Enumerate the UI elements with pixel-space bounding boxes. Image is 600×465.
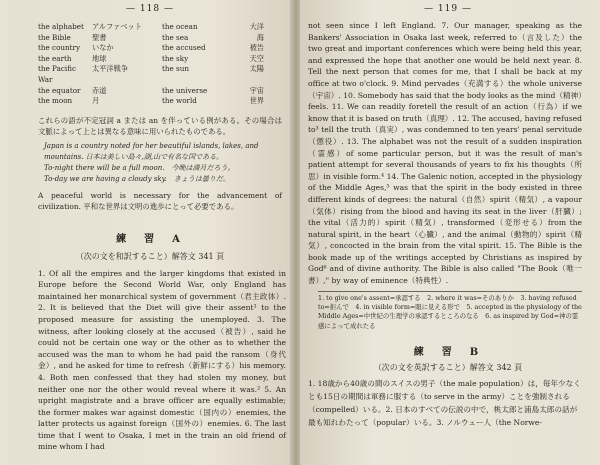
vocab-japanese: 地球	[92, 53, 107, 63]
vocab-english: the alphabet	[38, 22, 84, 31]
vocab-english: the ocean	[162, 22, 198, 31]
vocab-row	[38, 96, 292, 107]
vocab-japanese: 聖書	[92, 32, 107, 42]
exercise-a-continued-text: not seen since I left England. 7. Our manager, speaking as the Bankers' Association in Osaka last week, referred to（言及した）the two great and important conferences which were being held this year, and expressed the hope that another one would be held next year. 8. Tell the next person that comes for me, that I shall be back at my office at two o'clock. 9. Mind pervades（充満する）the whole universe（宇宙）. 10. Somebody has said that the body looks as the mind（精神）feels. 11. We can readily foretell the result of an action（行為）if we know that it is based on truth（真理）. 12. The accused, having refused to³ tell the truth（真実）, was condemned to ten years' penal servitude（懲役）. 13. The alphabet was not the result of a sudden inspiration（霊感）of some particular person, but it was the result of man's patient attempt for several thousands of years to fix his thoughts（所思）in visible form.⁴ 14. The Galenic notion, accepted in the physiology of the Middle Ages,⁵ was that the spirit in the body existed in three different kinds of degrees: the natural（自然）spirit（精気）, a vapour（気体）rising from the blood and having its seat in the liver（肝臓）; the vital（活力的）spirit（精気）, transformed（変形せる）from the natural spirit, in the heart（心臓）, and the animal（動物的）spirit（精気）, concocted in the brain from the vital spirit. 15. The Bible is the book made up of the writings accepted by Christians as inspired by God⁶ and of divine authority. The Bible is also called "The Book（唯一書）," by way of eminence（特典性）.	[308, 21, 582, 286]
vocabulary-list	[38, 22, 292, 107]
vocab-row	[38, 64, 292, 85]
vocab-japanese: いなか	[92, 43, 114, 53]
vocab-english: the sky	[162, 53, 189, 63]
exercise-b-title: 練 習 B	[413, 347, 483, 359]
exercise-b-instructions: （次の文を英訳すること）解答文 342 頁	[373, 363, 523, 373]
example-sentence: Japan is a country noted for her beautiful islands, lakes, and mountains. 日本は美しい島々,湖,山で有名な国である。	[44, 141, 259, 161]
exercise-b-text: 1. 18歳から40歳の間のスイスの男子（the male population）は，毎年少なくとも15日の期間は軍務に服する（to serve in the army）ことを強制される（compelled）いる。2. 日本のすべての伝説の中で，桃太郎と浦島太郎の話が最も知れわたって（popular）いる。3. ノルウェー人（the Norwe-	[308, 379, 581, 428]
left-page	[8, 0, 292, 465]
example-sentence: To-night there will be a full moon. 今晩は満月だろう。	[44, 164, 235, 173]
vocab-japanese: 被告	[249, 43, 264, 53]
vocab-english: the sea	[162, 32, 189, 42]
vocab-japanese: 赤道	[92, 85, 107, 95]
vocab-japanese: 世界	[249, 96, 264, 106]
exercise-a-title: 練 習 A	[116, 233, 184, 245]
vocab-row	[38, 22, 292, 33]
explanation-paragraph: これらの語が不定冠詞 a または an を伴っている例がある。その場合は文脈によって上とは異なる意味に用いられたものである。	[38, 115, 282, 136]
vocab-english: the sun	[162, 64, 190, 74]
right-page	[300, 0, 596, 465]
example-sentence: To-day we are having a cloudy sky. きょうは曇りだ。	[44, 175, 230, 184]
vocab-japanese: 太陽	[249, 64, 264, 74]
vocab-english: the country	[38, 43, 81, 53]
vocab-row	[38, 33, 292, 44]
vocab-row	[38, 43, 292, 54]
vocab-english: the Bible	[38, 32, 71, 42]
example-sentences	[8, 141, 292, 186]
vocab-japanese: 天空	[249, 53, 264, 63]
vocab-japanese: 月	[92, 96, 100, 106]
vocab-row	[38, 54, 292, 65]
vocab-english: the moon	[38, 96, 73, 106]
vocab-row	[38, 86, 292, 97]
exercise-a-text: 1. Of all the empires and the larger kingdoms that existed in Europe before the Second World War, only England has maintained her monarchical system of government（君主政体）. 2. It is believed that the Diet will give their assent¹ to the proposed measure for assisting the unemployed. 3. The witness, after looking closely at the accused（被告）, said he could not be certain one way or the other as to whether the accused was the man to whom he had paid the ransom（身代金）, and he asked for time to refresh（新鮮にする）his memory. 4. Both men confessed that they had stolen my money, but neither one nor the other would reveal where it was.² 5. An upright magistrate and a brave officer are equally estimable; the former makes war against domestic（国内の）enemies, the latter protects us against foreign（国外の）enemies. 6. The last time that I went to Osaka, I met in the train an old friend of mine whom I had	[38, 268, 286, 452]
vocab-english: the world	[162, 96, 197, 106]
vocab-japanese: 太平洋戦争	[92, 64, 128, 74]
vocab-english: the earth	[38, 53, 72, 63]
vocab-japanese: 大洋	[249, 22, 264, 31]
vocab-english: the Pacific War	[38, 64, 76, 84]
vocab-japanese: 海	[256, 32, 264, 42]
page-number-left: — 118 —	[126, 4, 174, 14]
page-number-right: — 119 —	[424, 4, 472, 14]
vocab-english: the equator	[38, 85, 81, 95]
vocab-english: the universe	[162, 85, 208, 95]
vocab-english: the accused	[162, 43, 206, 53]
footnotes: 1. to give one's assent=承認する 2. where it was=そのありか 3. having refused to=拒んで 4. in visible form=眼に見える形で 5. accepted in the physiology of the Middle Ages=中世紀の生理学の承認するところのなる 6. as inspired by God=神の霊感によって成れたる	[318, 291, 582, 332]
vocab-japanese: 宇宙	[249, 85, 264, 95]
vocab-japanese: アルファベット	[92, 22, 142, 31]
exercise-a-instructions: （次の文を和訳すること）解答文 341 頁	[75, 251, 225, 261]
summary-paragraph: A peaceful world is necessary for the advancement of civilization. 平和な世界は文明の進歩にとって必要である。	[38, 190, 282, 211]
